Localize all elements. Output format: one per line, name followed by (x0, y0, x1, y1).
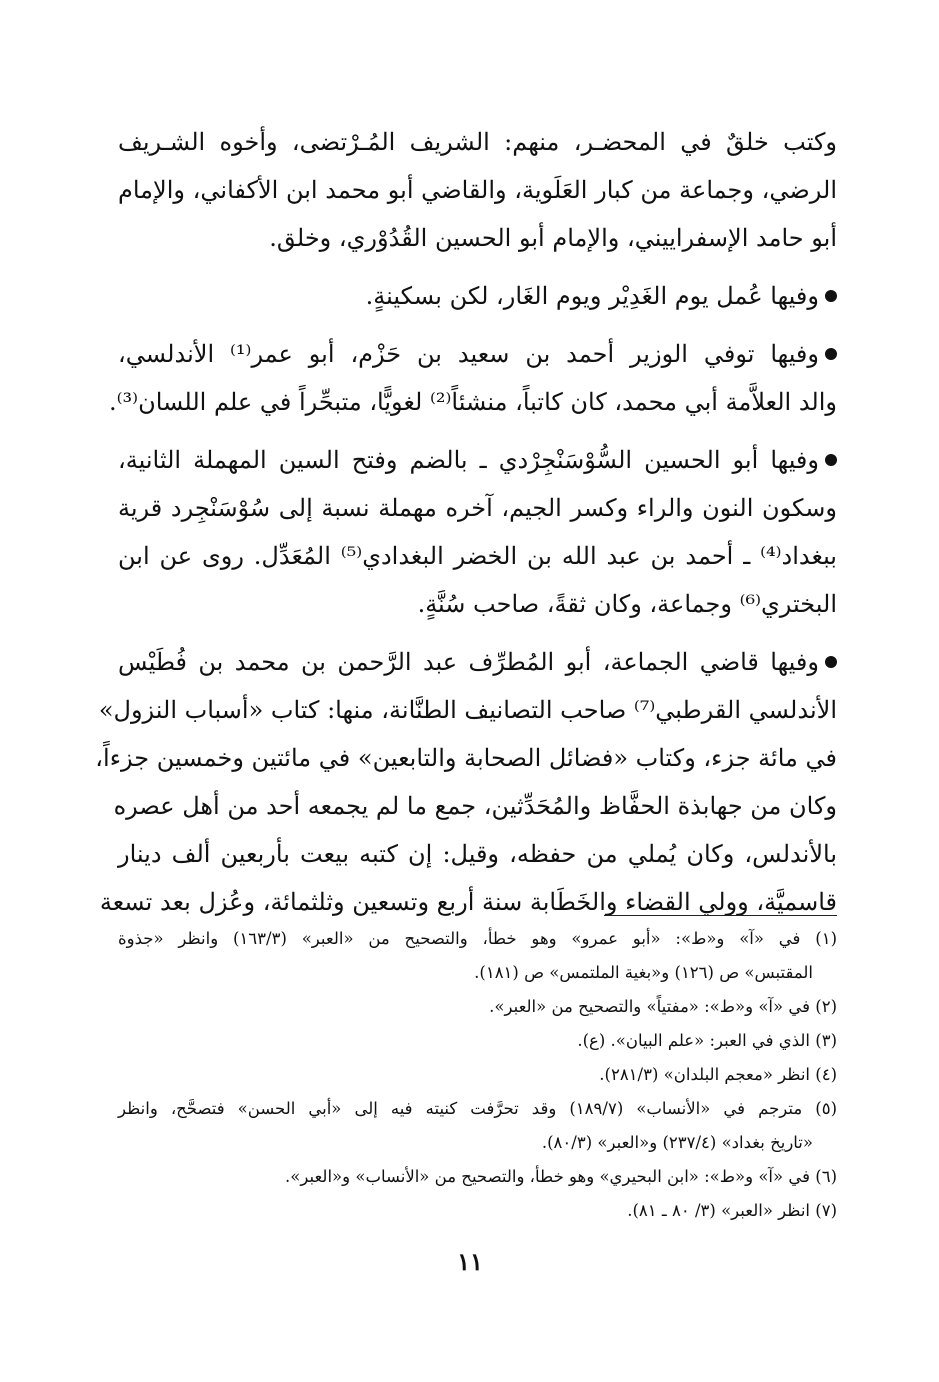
paragraph (95, 638, 837, 926)
text-line (118, 436, 837, 484)
text-line (118, 638, 837, 686)
footnote-line: «تاريخ بغداد» (٢٣٧/٤) و«العبر» (٨٠/٣). (541, 1133, 813, 1152)
footnote (118, 990, 837, 1024)
paragraph (118, 118, 837, 262)
text-line-content: وفيها عُمل يوم الغَدِيْر ويوم الغَار، لكن بسكينةٍ. (365, 282, 819, 310)
paragraph (118, 436, 837, 628)
footnote (118, 1194, 837, 1228)
footnotes (118, 922, 837, 1228)
footnote-divider (604, 915, 837, 916)
text-line: وكان من جهابذة الحفَّاظ والمُحَدِّثين، جمع ما لم يجمعه أحد من أهل عصره (113, 792, 837, 820)
paragraph (109, 330, 837, 426)
text-line-content: وفيها قاضي الجماعة، أبو المُطرِّف عبد الرَّحمن بن محمد بن فُطَيْس (118, 648, 819, 676)
footnote (118, 1160, 837, 1194)
footnote-line: (٥) مترجم في «الأنساب» (١٨٩/٧) وقد تحرَّفت كنيته فيه إلى «أبي الحسن» فتصحَّح، وانظر (118, 1099, 837, 1118)
paragraph (118, 272, 837, 320)
text-line: ببغداد⁽⁴⁾ ـ أحمد بن عبد الله بن الخضر البغدادي⁽⁵⁾ المُعَدِّل. روى عن ابن (118, 542, 837, 570)
text-line (118, 330, 837, 378)
text-line: أبو حامد الإسفراييني، والإمام أبو الحسين القُدُوْري، وخلق. (269, 224, 837, 252)
bullet-icon (825, 348, 837, 360)
footnote-line: المقتبس» ص (١٢٦) و«بغية الملتمس» ص (١٨١). (474, 963, 813, 982)
footnote-line: (٢) في «آ» و«ط»: «مفتياً» والتصحيح من «العبر». (489, 997, 837, 1016)
main-text (95, 118, 838, 926)
text-line: وسكون النون والراء وكسر الجيم، آخره مهملة نسبة إلى سُوْسَنْجِرد قرية (118, 494, 838, 522)
text-line: بالأندلس، وكان يُملي من حفظه، وقيل: إن كتبه بيعت بأربعين ألف دينار (118, 840, 837, 868)
text-line: الأندلسي القرطبي⁽⁷⁾ صاحب التصانيف الطنَّانة، منها: كتاب «أسباب النزول» (98, 696, 837, 724)
footnote (118, 1024, 837, 1058)
bullet-icon (825, 656, 837, 668)
bullet-icon (825, 290, 837, 302)
text-line (118, 272, 837, 320)
footnote (118, 1058, 837, 1092)
bullet-icon (825, 454, 837, 466)
text-line: الرضي، وجماعة من كبار العَلَوية، والقاضي أبو محمد ابن الأكفاني، والإمام (118, 176, 837, 204)
page-number: ١١ (457, 1247, 483, 1276)
text-line-content: وفيها توفي الوزير أحمد بن سعيد بن حَزْم، أبو عمر⁽¹⁾ الأندلسي، (118, 340, 819, 368)
footnote (118, 1092, 837, 1160)
text-line: في مائة جزء، وكتاب «فضائل الصحابة والتابعين» في مائتين وخمسين جزءاً، (95, 744, 837, 772)
text-line: البختري⁽⁶⁾ وجماعة، وكان ثقةً، صاحب سُنَّةٍ. (417, 590, 837, 618)
footnote-line: (١) في «آ» و«ط»: «أبو عمرو» وهو خطأ، والتصحيح من «العبر» (١٦٣/٣) وانظر «جذوة (118, 929, 837, 948)
text-line: وكتب خلقٌ في المحضـر، منهم: الشريف المُـرْتضى، وأخوه الشـريف (118, 128, 837, 156)
text-line-content: وفيها أبو الحسين السُّوْسَنْجِرْدي ـ بالضم وفتح السين المهملة الثانية، (118, 446, 819, 474)
text-line: والد العلاَّمة أبي محمد، كان كاتباً، منشئاً⁽²⁾ لغويًّا، متبحِّراً في علم اللسان⁽³⁾. (109, 388, 837, 416)
footnote-line: (٦) في «آ» و«ط»: «ابن البحيري» وهو خطأ، والتصحيح من «الأنساب» و«العبر». (285, 1167, 837, 1186)
footnote-line: (٧) انظر «العبر» (٣/ ٨٠ ـ ٨١). (627, 1201, 837, 1220)
footnote-line: (٤) انظر «معجم البلدان» (٢٨١/٣). (599, 1065, 837, 1084)
footnote-line: (٣) الذي في العبر: «علم البيان». (ع). (577, 1031, 837, 1050)
text-line: قاسميَّة، وولي القضاء والخَطَابة سنة أربع وتسعين وثلثمائة، وعُزل بعد تسعة (99, 888, 837, 916)
footnote (118, 922, 837, 990)
